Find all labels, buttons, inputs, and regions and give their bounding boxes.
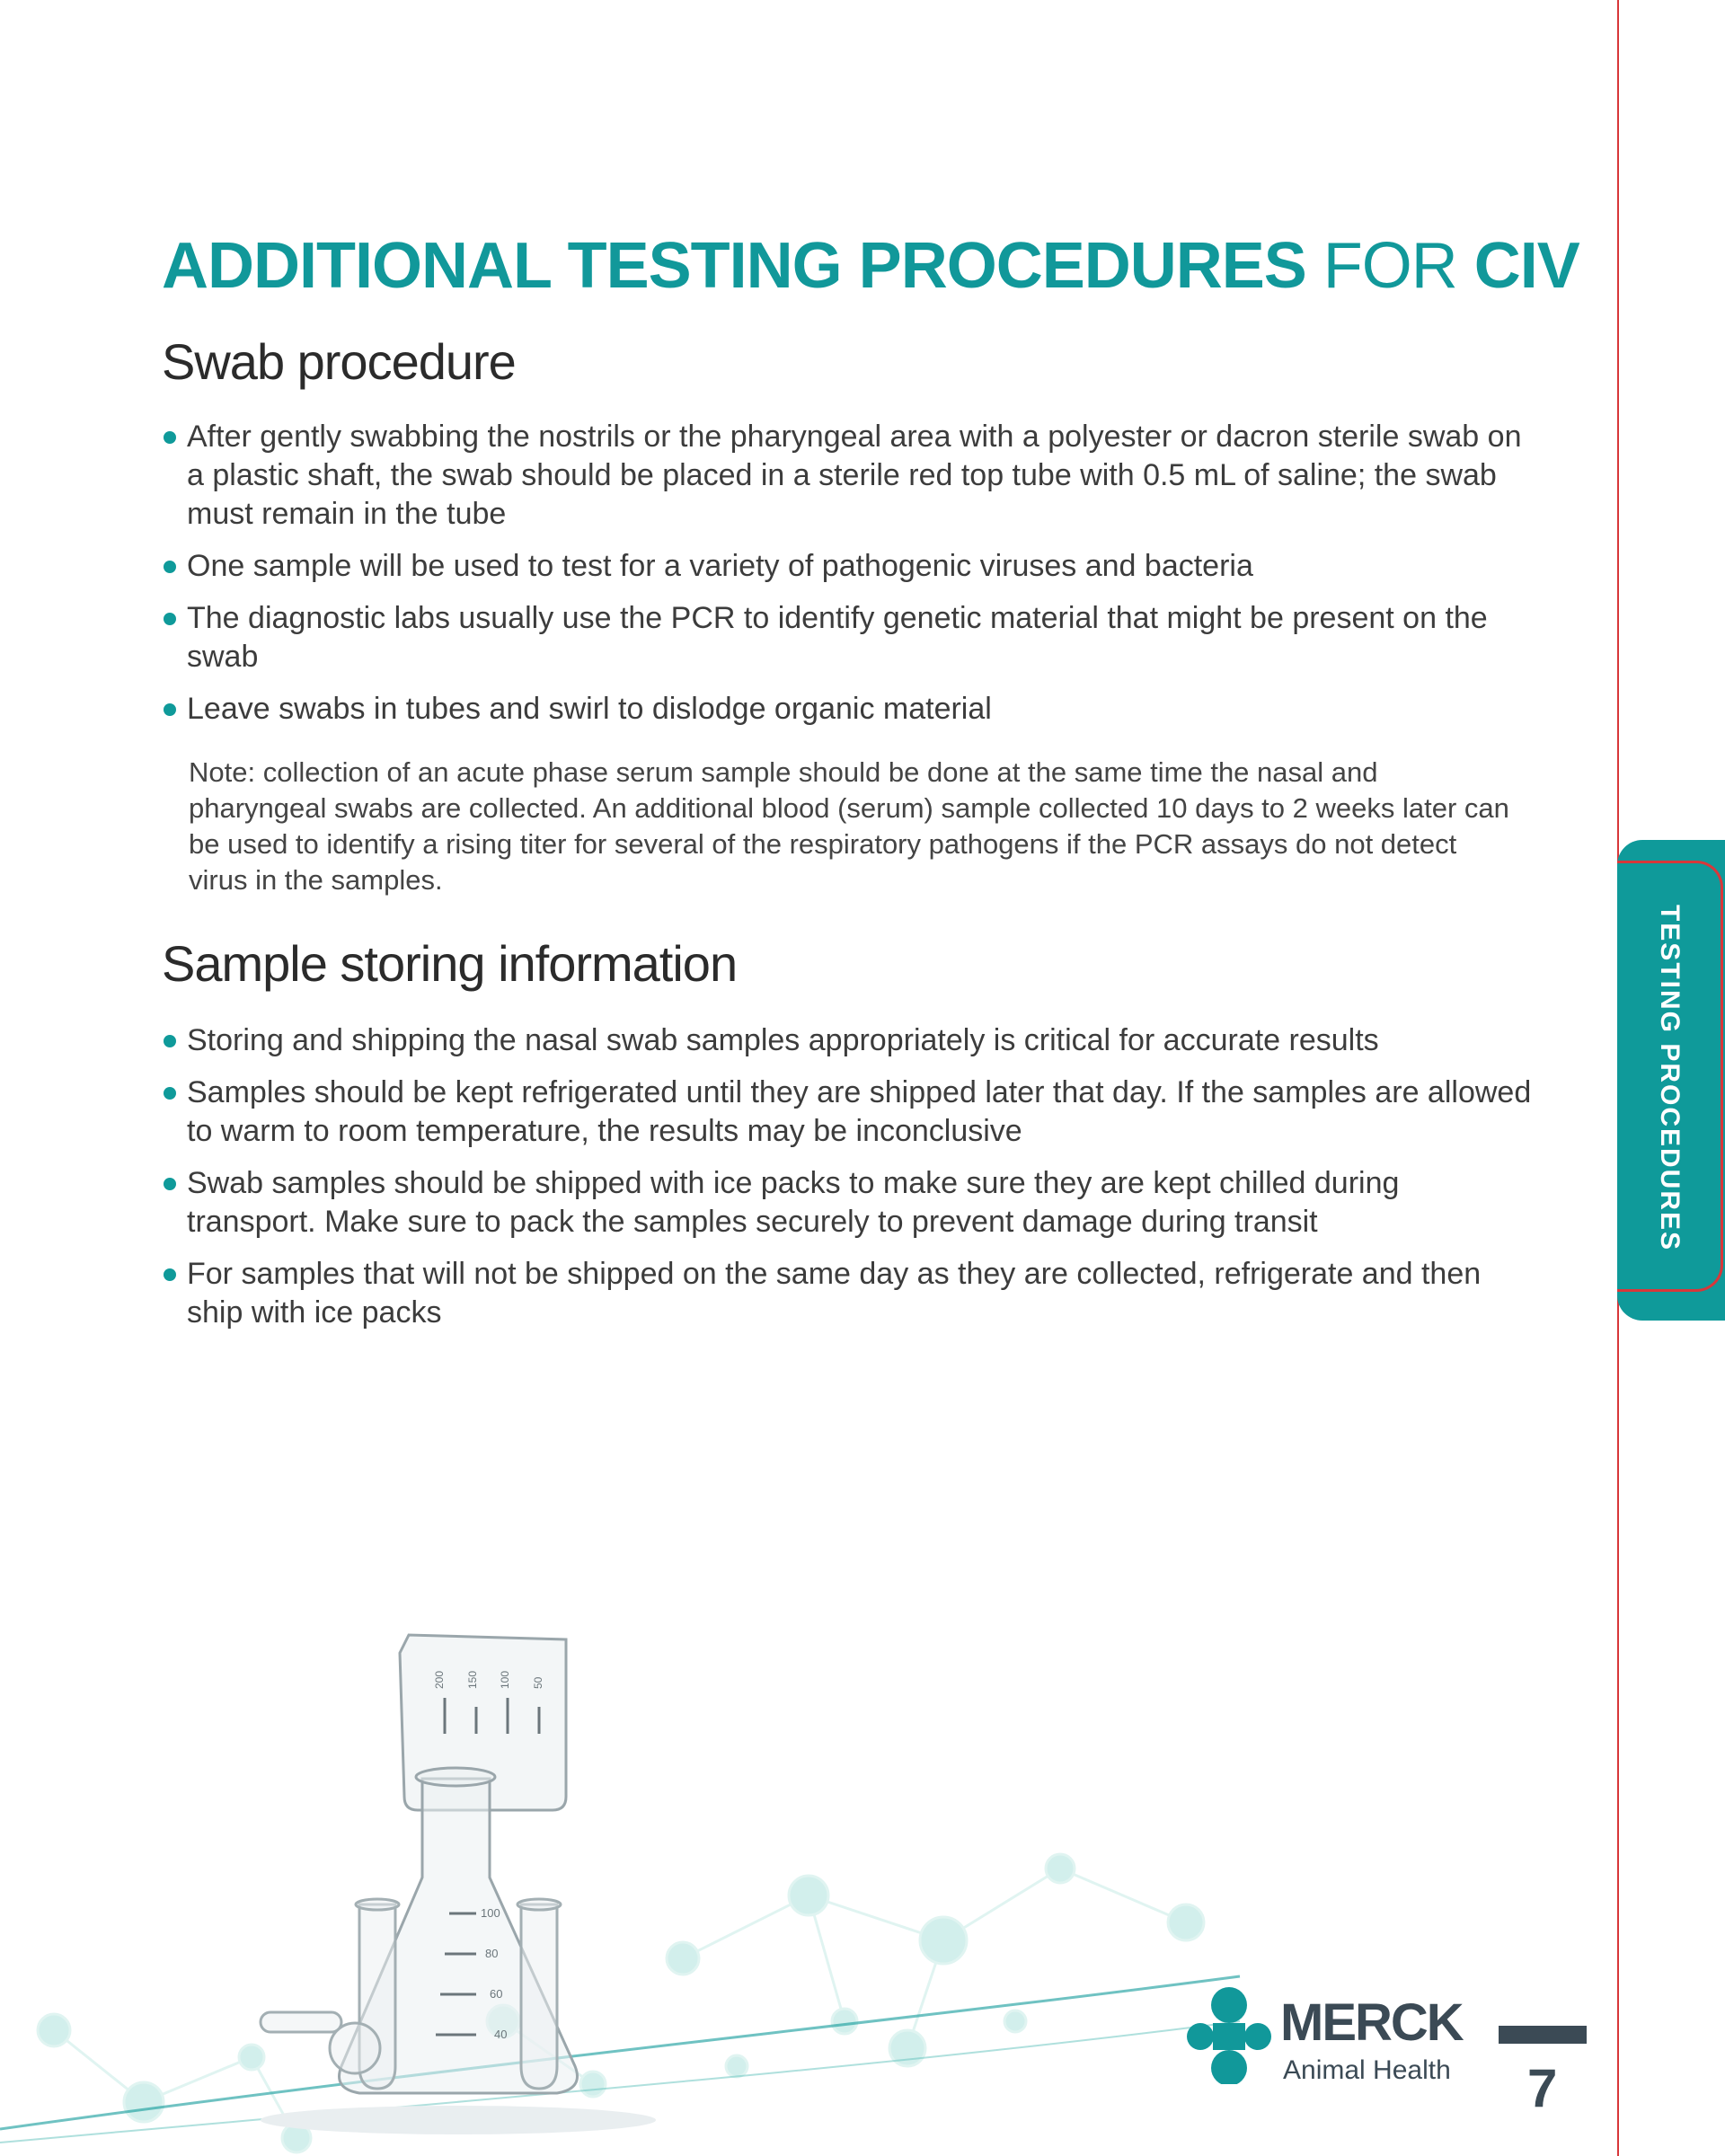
list-item: Storing and shipping the nasal swab samples appropriately is critical for accurate results	[162, 1021, 1536, 1060]
beaker-mark-label: 100	[499, 1670, 511, 1689]
swoosh-line-decoration	[0, 1976, 1240, 2129]
logo-subtitle: Animal Health	[1283, 2055, 1451, 2085]
glassware-shadow	[261, 2106, 656, 2134]
list-item: Swab samples should be shipped with ice packs to make sure they are kept chilled during transport. Make sure to pack the samples securely to prevent damage during transit	[162, 1164, 1536, 1241]
beaker-mark-label: 200	[433, 1670, 446, 1689]
beaker-mark-label: 150	[466, 1670, 479, 1689]
flask-mark-label: 40	[494, 2028, 508, 2041]
side-tab-label: TESTING PROCEDURES	[1655, 904, 1685, 1252]
storing-list	[162, 1021, 1536, 1346]
list-item: One sample will be used to test for a variety of pathogenic viruses and bacteria	[162, 547, 1536, 586]
list-item: For samples that will not be shipped on the same day as they are collected, refrigerate and then ship with ice packs	[162, 1255, 1536, 1332]
swab-list	[162, 418, 1536, 742]
page-title	[162, 229, 1579, 303]
list-item: The diagnostic labs usually use the PCR to identify genetic material that might be present on the swab	[162, 599, 1536, 676]
beaker-mark-label: 50	[532, 1676, 544, 1689]
title-light-part: FOR	[1305, 230, 1474, 302]
page-number: 7	[1527, 2058, 1558, 2118]
flask-mark-label: 60	[490, 1987, 503, 2001]
flask-mark-label: 80	[485, 1947, 499, 1960]
title-bold-part: ADDITIONAL TESTING PROCEDURES	[162, 230, 1306, 302]
swab-note: Note: collection of an acute phase serum sample should be done at the same time the nasal and pharyngeal swabs are collected. An additional blood (serum) sample collected 10 days to 2 weeks later can be used to identify a rising titer for several of the respiratory pathogens if the PCR assays do not detect virus in the samples.	[189, 756, 1509, 896]
list-item: Samples should be kept refrigerated until they are shipped later that day. If the samples are allowed to warm to room temperature, the results may be inconclusive	[162, 1074, 1536, 1151]
title-bold-civ: CIV	[1473, 230, 1579, 302]
logo-wordmark: MERCK	[1280, 1993, 1463, 2052]
flask-mark-label: 100	[481, 1906, 500, 1920]
page-number-bar	[1499, 2026, 1587, 2044]
list-item: After gently swabbing the nostrils or the pharyngeal area with a polyester or dacron sterile swab on a plastic shaft, the swab should be placed in a sterile red top tube with 0.5 mL of saline; the swab must remain in the tube	[162, 418, 1536, 534]
list-item: Leave swabs in tubes and swirl to dislodge organic material	[162, 690, 1536, 729]
swab-heading: Swab procedure	[162, 333, 516, 390]
storing-heading: Sample storing information	[162, 935, 738, 992]
